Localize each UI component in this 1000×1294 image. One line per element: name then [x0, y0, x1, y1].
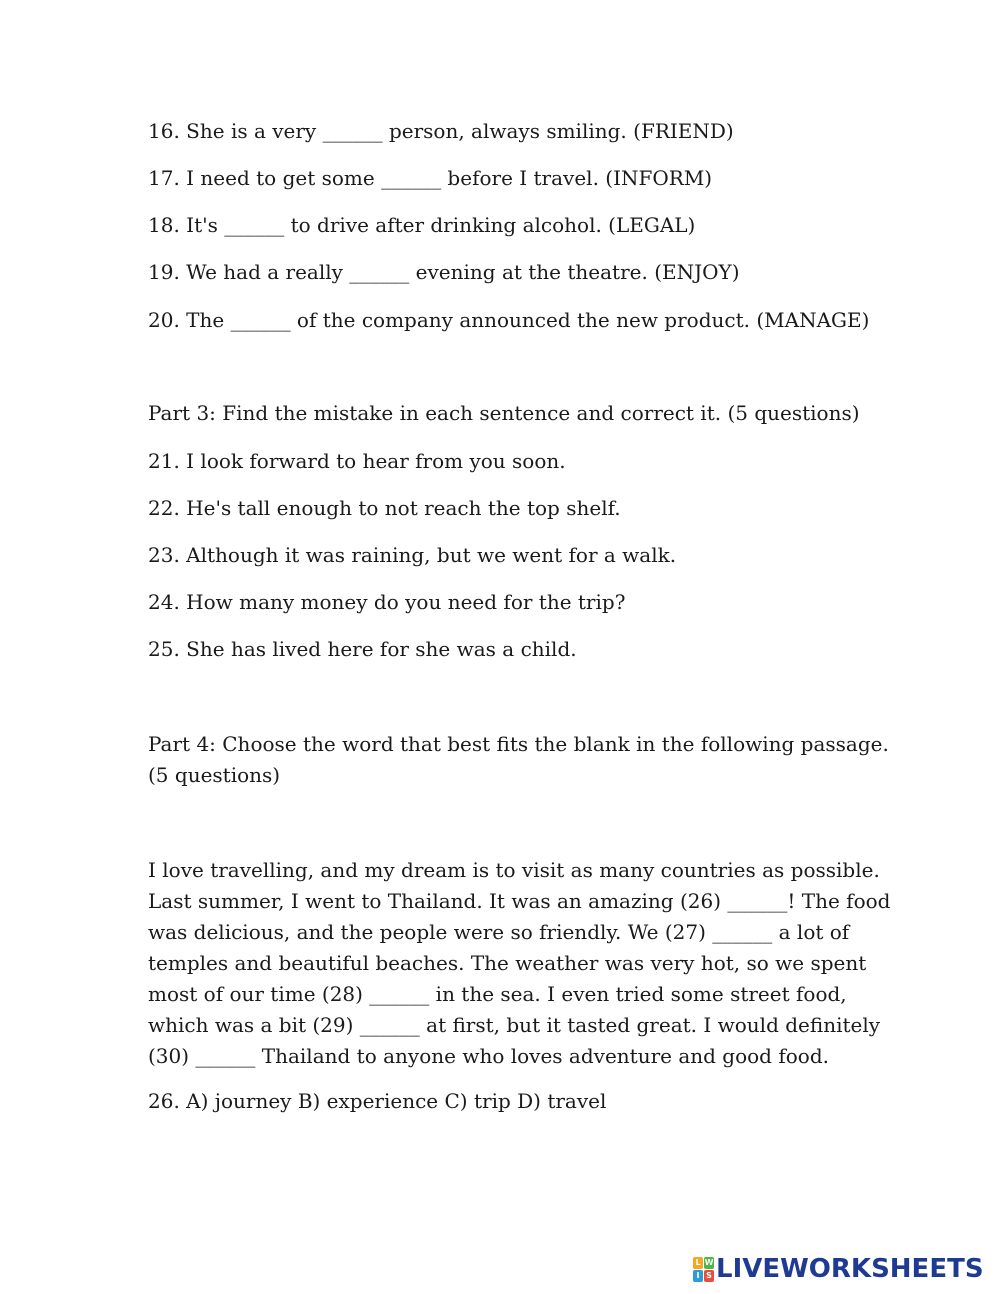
- part3-heading: Part 3: Find the mistake in each sentence and correct it. (5 questions): [148, 401, 860, 425]
- passage-line: most of our time (28) ______ in the sea. I even tried some street food,: [148, 982, 847, 1006]
- question-24: 24. How many money do you need for the trip?: [148, 590, 626, 614]
- question-23: 23. Although it was raining, but we went for a walk.: [148, 543, 677, 567]
- question-18: 18. It's ______ to drive after drinking alcohol. (LEGAL): [148, 213, 696, 237]
- passage-line: Last summer, I went to Thailand. It was an amazing (26) ______! The food: [148, 889, 891, 913]
- part4-heading-line: Part 4: Choose the word that best fits the blank in the following passage.: [148, 732, 889, 756]
- question-22: 22. He's tall enough to not reach the top shelf.: [148, 496, 621, 520]
- logo-mark-tile: I: [693, 1270, 703, 1282]
- question-17: 17. I need to get some ______ before I travel. (INFORM): [148, 166, 713, 190]
- passage-line: was delicious, and the people were so friendly. We (27) ______ a lot of: [148, 920, 850, 944]
- reading-passage: [148, 855, 891, 1072]
- logo-mark-tile: L: [693, 1257, 703, 1269]
- passage-line: (30) ______ Thailand to anyone who loves adventure and good food.: [148, 1044, 829, 1068]
- passage-line: which was a bit (29) ______ at first, but it tasted great. I would definitely: [148, 1013, 881, 1037]
- passage-line: temples and beautiful beaches. The weather was very hot, so we spent: [148, 951, 867, 975]
- passage-line: I love travelling, and my dream is to visit as many countries as possible.: [148, 858, 880, 882]
- question-20: 20. The ______ of the company announced the new product. (MANAGE): [148, 308, 870, 332]
- logo-text: LIVEWORKSHEETS: [716, 1254, 984, 1284]
- part4-heading-line: (5 questions): [148, 763, 281, 787]
- question-26-options: 26. A) journey B) experience C) trip D) travel: [148, 1089, 607, 1113]
- question-19: 19. We had a really ______ evening at the theatre. (ENJOY): [148, 260, 740, 284]
- liveworksheets-logo[interactable]: [693, 1252, 984, 1286]
- logo-mark-tile: S: [704, 1270, 714, 1282]
- question-16: 16. She is a very ______ person, always smiling. (FRIEND): [148, 119, 734, 143]
- logo-mark-tile: W: [704, 1257, 714, 1267]
- question-25: 25. She has lived here for she was a child.: [148, 637, 577, 661]
- question-21: 21. I look forward to hear from you soon.: [148, 449, 566, 473]
- part4-heading: [148, 729, 889, 791]
- liveworksheets-logo-icon: [693, 1257, 714, 1282]
